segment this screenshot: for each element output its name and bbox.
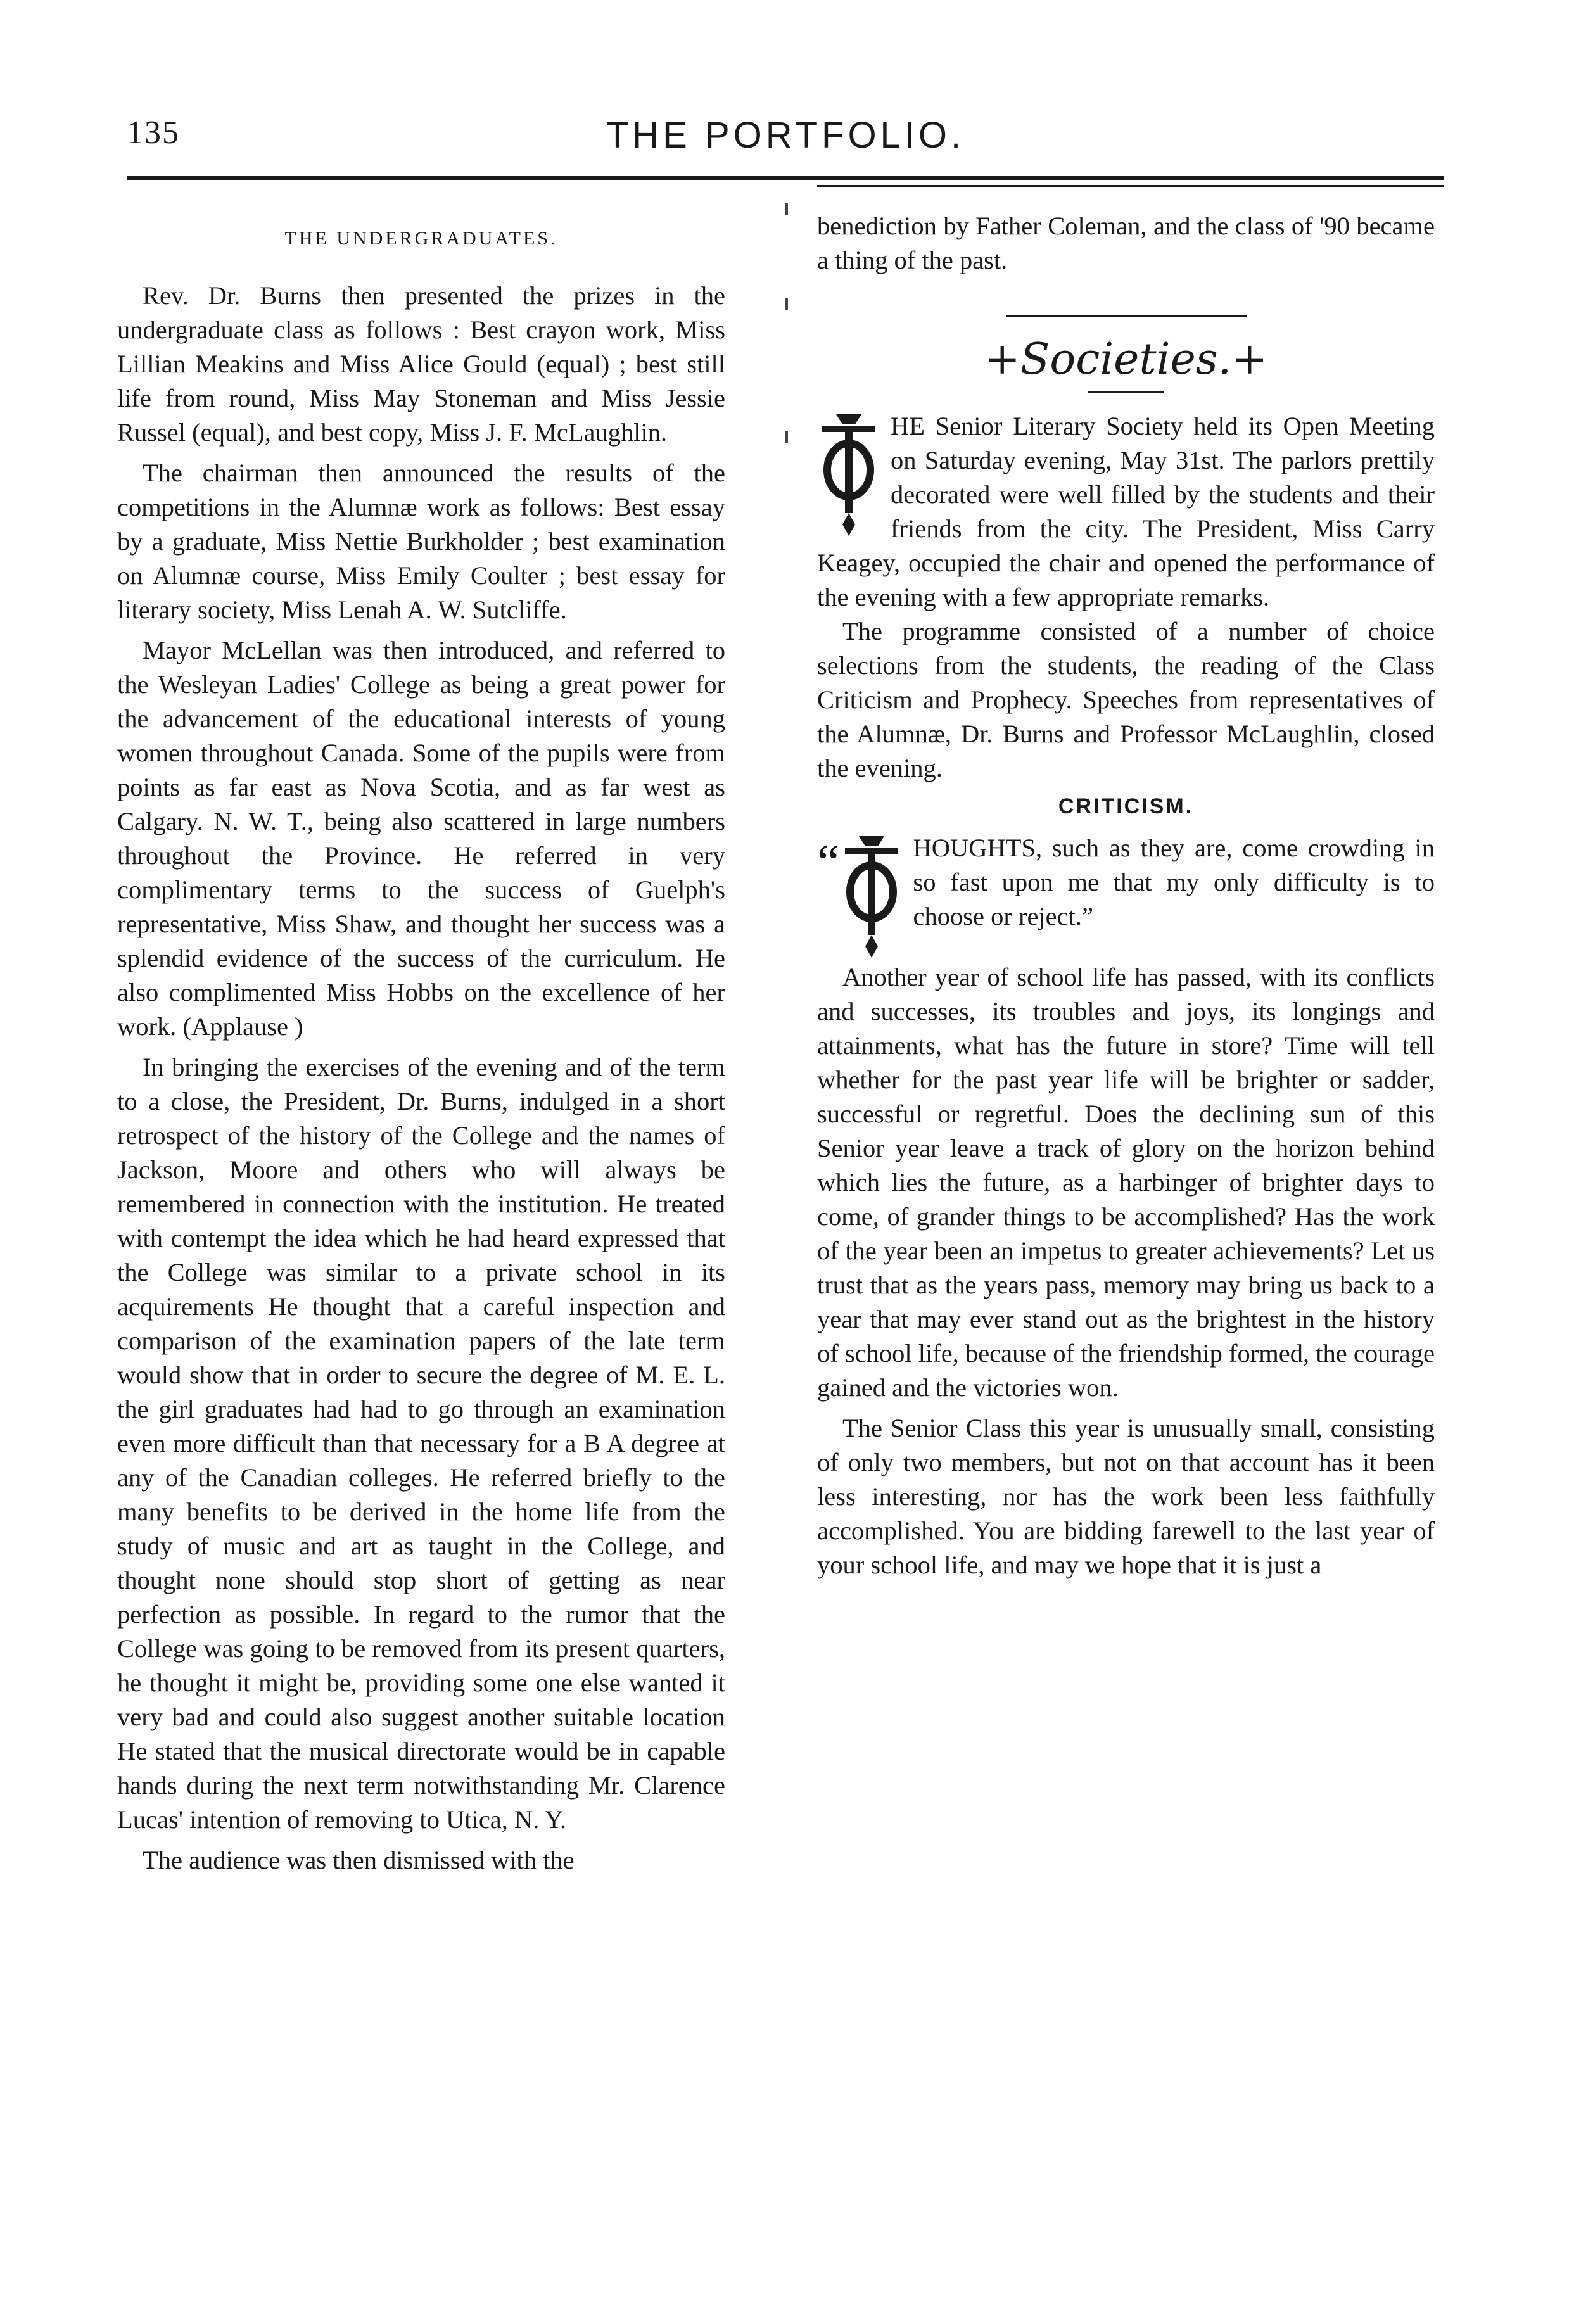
section-heading-criticism: CRITICISM. [1058, 794, 1194, 818]
gutter-mark [785, 431, 788, 443]
paragraph-continuation: benediction by Father Coleman, and the class of '90 became a thing of the past. [817, 212, 1435, 274]
section-heading-undergraduates: THE UNDERGRADUATES. [284, 228, 558, 249]
paragraph: Another year of school life has passed, with its conflicts and successes, its troubles and joys, its longings and attainments, what has the future in store? Time will tell whether for the past year life will be brighter or sadder, successful or regretful. Does the declining sun of this Senior year leave a track of glory on the horizon behind which lies the future, as a harbinger of brighter days to come, of grander things to be accomplished? Has the work of the year been an impetus to greater achievements? Let us trust that as the years pass, memory may bring us back to a year that may ever stand out as the brightest in the history of school life, because of the friendship formed, the courage gained and the victories won. [817, 963, 1435, 1402]
page-header [127, 114, 1444, 171]
ornamental-t-dropcap-icon [817, 412, 880, 538]
paragraph: The Senior Class this year is unusually small, consisting of only two members, but not on that account has it been less interesting, nor has the work been less faithfully accomplished. You are bidding farewell to the last year of your school life, and may we hope that it is just a [817, 1414, 1435, 1579]
section-divider [1006, 315, 1247, 317]
paragraph: In bringing the exercises of the evening and of the term to a close, the President, Dr. Burns, indulged in a short retrospect of the history of the College and the names of Jackson, Moore and others who will always be remembered in connection with the institution. He treated with contempt the idea which he had heard expressed that the College was similar to a private school in its acquirements He thought that a careful inspection and comparison of the examination papers of the late term would show that in order to secure the degree of M. E. L. the girl graduates had had to go through an examination even more difficult than that necessary for a B A degree at any of the Canadian colleges. He referred briefly to the many benefits to be derived in the home life from the study of music and art as taught in the College, and thought none should stop short of getting as near perfection as possible. In regard to the rumor that the College was going to be removed from its present quarters, he thought it might be, providing some one else wanted it very bad and could also suggest another suitable location He stated that the musical directorate would be in capable hands during the next term notwithstanding Mr. Clarence Lucas' intention of removing to Utica, N. Y. [117, 1053, 725, 1834]
journal-title: THE PORTFOLIO. [606, 115, 965, 156]
paragraph: HE Senior Literary Society held its Open Meeting on Saturday evening, May 31st. The parlors prettily decorated were well filled by the students and their friends from the city. The President, Miss Carry Keagey, occupied the chair and opened the performance of the evening with a few appropriate remarks. [817, 412, 1435, 611]
paragraph: The programme consisted of a number of choice selections from the students, the reading of the Class Criticism and Prophecy. Speeches from representatives of the Alumnæ, Dr. Burns and Professor McLaughlin, closed the evening. [817, 617, 1435, 782]
open-quote-mark: “ [817, 835, 840, 891]
gutter-mark [785, 203, 788, 215]
page-number: 135 [127, 115, 180, 151]
paragraph: Mayor McLellan was then introduced, and referred to the Wesleyan Ladies' College as being a great power for the advancement of the educational interests of young women throughout Canada. Some of the pupils were from points as far east as Nova Scotia, and as far west as Calgary. N. W. T., being also scattered in large numbers throughout the Province. He referred in very complimentary terms to the success of Guelph's representative, Miss Shaw, and thought her success was a splendid evidence of the success of the curriculum. He also complimented Miss Hobbs on the excellence of her work. (Applause ) [117, 636, 725, 1041]
ornamental-t-dropcap-icon [840, 834, 903, 960]
paragraph: The audience was then dismissed with the [143, 1846, 575, 1874]
criticism-quote: HOUGHTS, such as they are, come crowding in so fast upon me that my only difficulty is to choose or reject.” [913, 834, 1435, 930]
header-rule-secondary [817, 185, 1444, 187]
header-rule [127, 176, 1444, 180]
paragraph: The chairman then announced the results of the competitions in the Alumnæ work as follows: Best essay by a graduate, Miss Nettie Burkholder ; best examination on Alumnæ course, Miss Emily Coulter ; best essay for literary society, Miss Lenah A. W. Sutcliffe. [117, 459, 725, 624]
right-column [817, 209, 1435, 1582]
section-heading-societies: +Societies.+ [984, 334, 1268, 384]
left-column [117, 209, 725, 1877]
paragraph: Rev. Dr. Burns then presented the prizes in the undergraduate class as follows : Best crayon work, Miss Lillian Meakins and Miss Alice Gould (equal) ; best still life from round, Miss May Stoneman and Miss Jessie Russel (equal), and best copy, Miss J. F. McLaughlin. [117, 281, 725, 447]
gutter-mark [785, 298, 788, 310]
heading-underline [1088, 391, 1164, 393]
